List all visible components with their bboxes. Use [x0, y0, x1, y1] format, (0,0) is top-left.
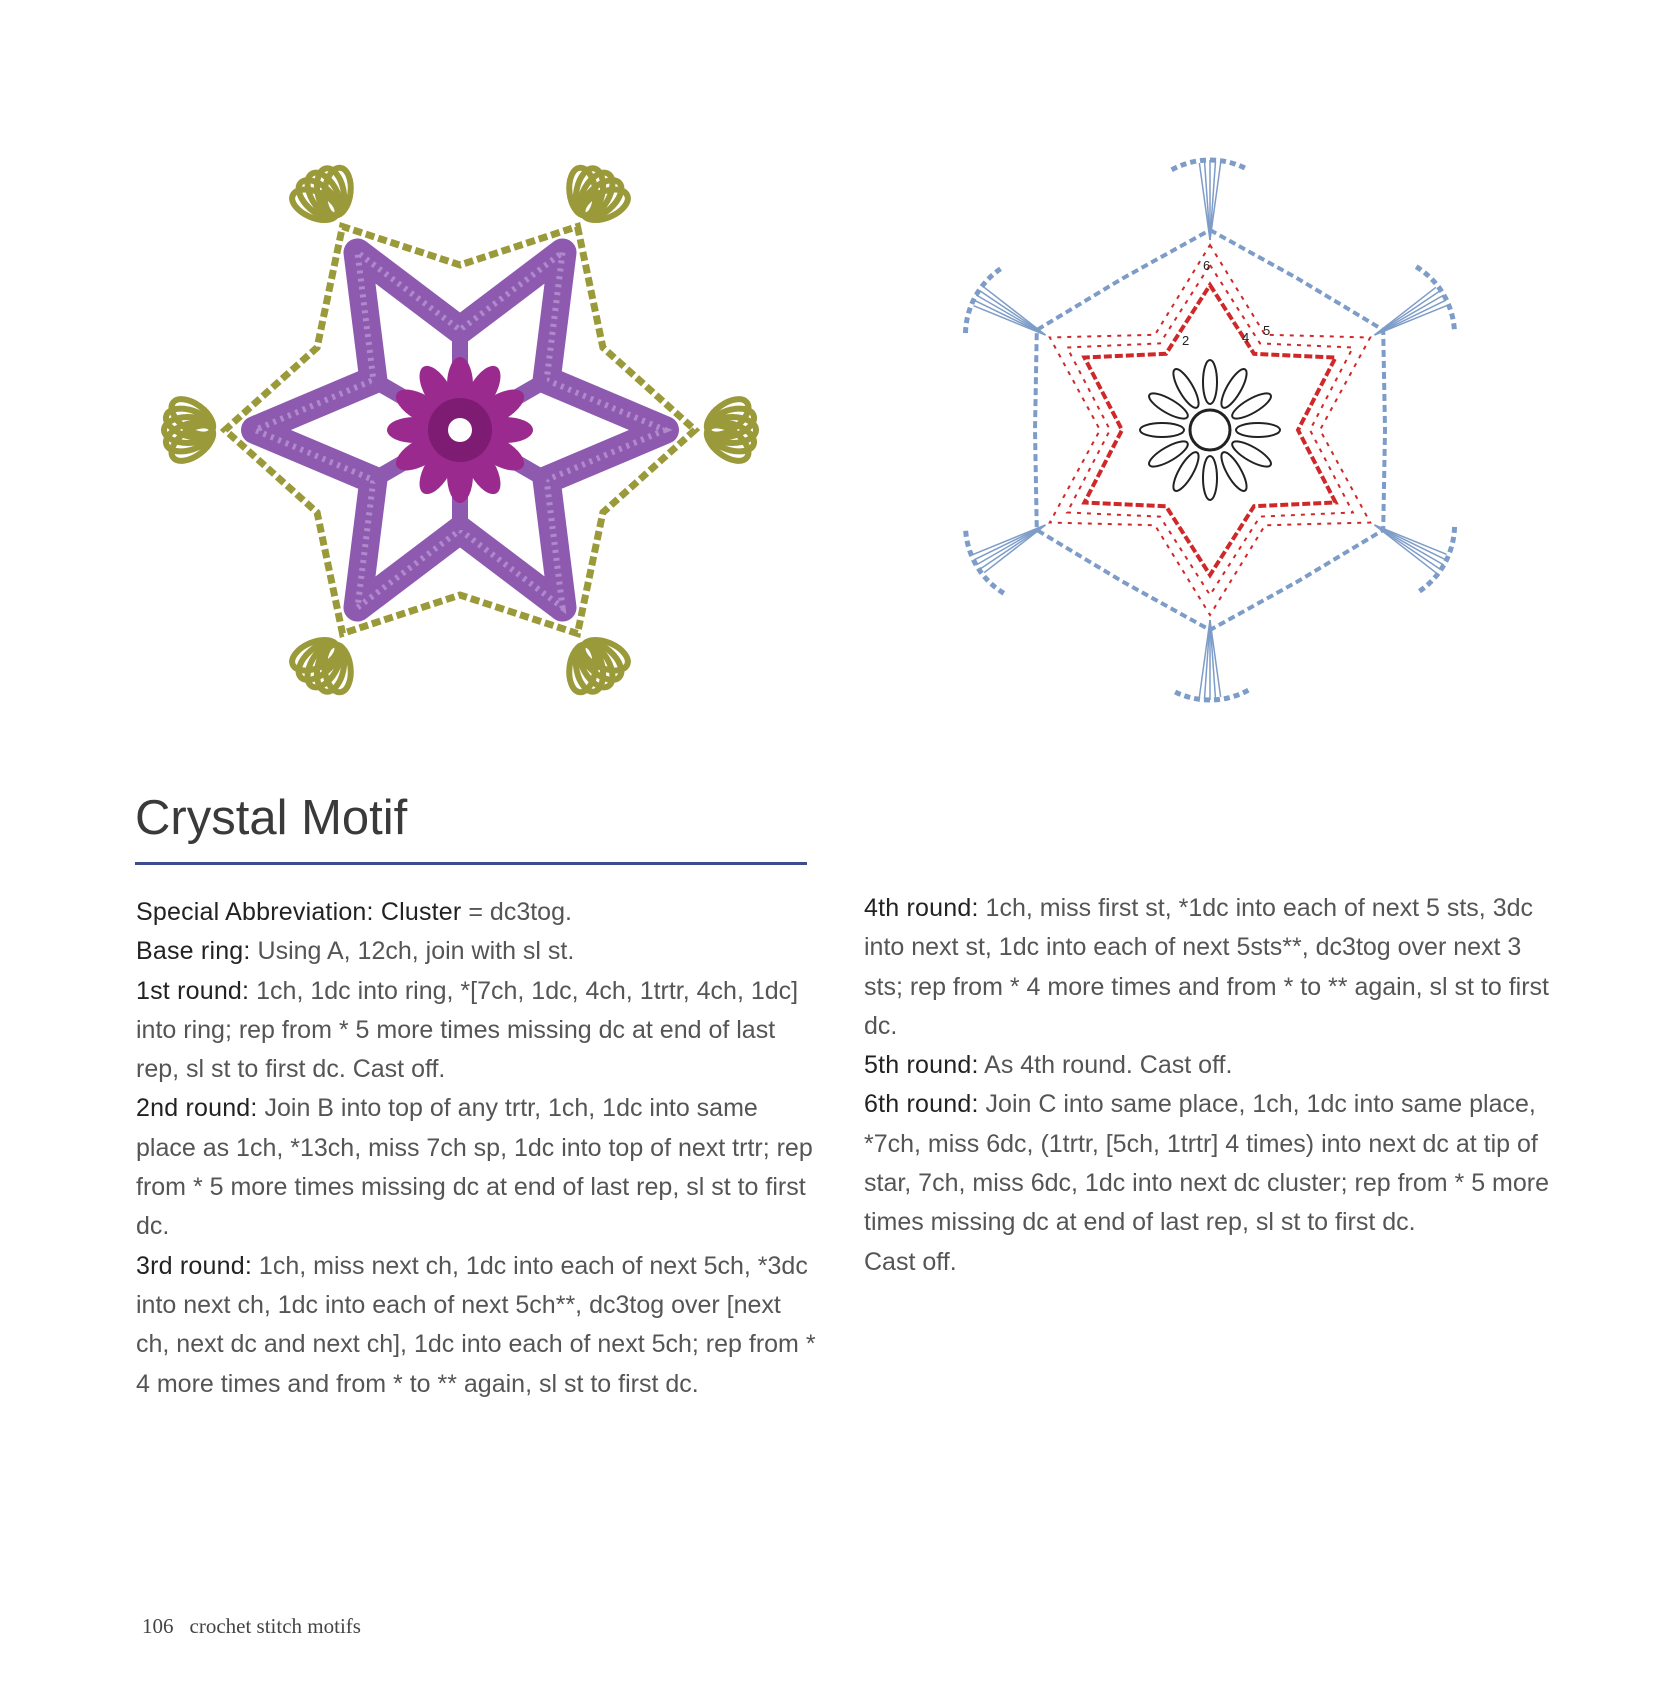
- chart-dc-round: [1050, 245, 1370, 615]
- crochet-chart-diagram: [920, 130, 1500, 730]
- chart-treble-stitch: [1210, 620, 1216, 699]
- chart-chain-outline: [1035, 230, 1385, 630]
- chart-treble-stitch: [1204, 620, 1210, 699]
- pattern-instructions-left: [136, 893, 816, 1404]
- chart-round-marker: 6: [1203, 258, 1211, 273]
- chart-chain-loop: [1169, 449, 1203, 494]
- instruction-text: Using A, 12ch, join with sl st.: [250, 937, 575, 966]
- chart-dc-round: [1067, 265, 1353, 595]
- instruction-label: 1st round:: [136, 976, 250, 1005]
- chart-chain-loop: [1229, 389, 1274, 423]
- instruction-label: 4th round:: [864, 894, 979, 922]
- chart-chain-loop: [1217, 366, 1251, 411]
- instruction-label: 2nd round:: [136, 1094, 258, 1123]
- instruction-label: Base ring:: [136, 937, 251, 966]
- chart-dc-round: [1084, 285, 1335, 575]
- chart-treble-stitch: [1375, 300, 1446, 335]
- chart-treble-stitch: [974, 300, 1045, 335]
- chart-treble-stitch: [1375, 525, 1446, 560]
- instruction-paragraph: [136, 893, 816, 932]
- instruction-text: 1ch, miss next ch, 1dc into each of next 5ch, *3dc into next ch, 1dc into each of next 5ch**, dc3tog over [next ch, next dc and next ch], 1dc into each of next 5ch; rep from * 4 more times and from * to ** again, sl st to first dc.: [136, 1251, 816, 1398]
- chart-chain-loop: [1169, 366, 1203, 411]
- chart-round-marker: 5: [1263, 323, 1271, 338]
- instruction-paragraph: [864, 1046, 1564, 1085]
- chart-chain-loop: [1146, 389, 1191, 423]
- page-footer: [142, 1614, 377, 1639]
- chart-chain-loop: [1203, 360, 1217, 404]
- chart-treble-stitch: [976, 525, 1045, 565]
- chart-treble-stitch: [1210, 161, 1216, 240]
- instruction-text: Join C into same place, 1ch, 1dc into same place, *7ch, miss 6dc, (1trtr, [5ch, 1trtr] 4 times) into next dc at tip of star, 7ch, miss 6dc, 1dc into next dc cluster; rep from * 5 more times missing dc at end of last rep, sl st to first dc.: [864, 1090, 1549, 1237]
- instruction-label: 6th round:: [864, 1090, 979, 1119]
- chart-chain-loop: [1203, 456, 1217, 500]
- instruction-text: As 4th round. Cast off.: [978, 1051, 1233, 1080]
- instruction-paragraph: [864, 1085, 1564, 1242]
- instruction-paragraph: [136, 932, 816, 971]
- chart-round-marker: 4: [1242, 330, 1250, 345]
- centre-hole: [448, 418, 472, 442]
- page-number: 106: [142, 1614, 174, 1638]
- instruction-text: 1ch, miss first st, *1dc into each of next 5 sts, 3dc into next st, 1dc into each of next 5sts**, dc3tog over next 3 sts; rep from * 4 more times and from * to ** again, sl st to first dc.: [864, 894, 1549, 1040]
- instruction-text: = dc3tog.: [461, 898, 572, 926]
- instruction-text: 1ch, 1dc into ring, *[7ch, 1dc, 4ch, 1trtr, 4ch, 1dc] into ring; rep from * 5 more times missing dc at end of last rep, sl st to first dc. Cast off.: [136, 976, 799, 1084]
- instruction-paragraph: [864, 889, 1564, 1046]
- title-underline: [135, 862, 807, 865]
- instruction-label: 3rd round:: [136, 1251, 252, 1280]
- crocheted-star-motif-photo: [160, 150, 760, 710]
- chart-treble-stitch: [976, 295, 1045, 335]
- chart-treble-stitch: [1204, 161, 1210, 240]
- chart-chain-loop: [1146, 437, 1191, 471]
- instruction-paragraph: [136, 972, 816, 1090]
- instruction-paragraph: [136, 1089, 816, 1246]
- chart-treble-stitch: [1375, 525, 1436, 573]
- running-footer-section: crochet stitch motifs: [189, 1614, 361, 1638]
- chart-treble-stitch: [1375, 287, 1436, 335]
- instruction-text: Join B into top of any trtr, 1ch, 1dc into same place as 1ch, *13ch, miss 7ch sp, 1dc into top of next trtr; rep from * 5 more times missing dc at end of last rep, sl st to first dc.: [136, 1094, 813, 1241]
- chart-round-marker: 2: [1182, 333, 1190, 348]
- chart-treble-stitch: [984, 287, 1045, 335]
- instruction-text: Cast off.: [864, 1247, 957, 1276]
- instruction-paragraph: [136, 1247, 816, 1404]
- chart-treble-stitch: [984, 525, 1045, 573]
- instruction-label: 5th round:: [864, 1051, 979, 1080]
- page-title: Crystal Motif: [135, 791, 408, 845]
- chart-chain-loop: [1217, 449, 1251, 494]
- chart-chain-loop: [1229, 437, 1274, 471]
- chart-chain-loop: [1236, 423, 1280, 437]
- pattern-instructions-right: [864, 889, 1564, 1282]
- instruction-label: Special Abbreviation: Cluster: [136, 898, 462, 926]
- chart-base-ring: [1190, 410, 1230, 450]
- instruction-paragraph: [864, 1243, 1564, 1282]
- chart-chain-loop: [1140, 423, 1184, 437]
- chart-treble-stitch: [974, 525, 1045, 560]
